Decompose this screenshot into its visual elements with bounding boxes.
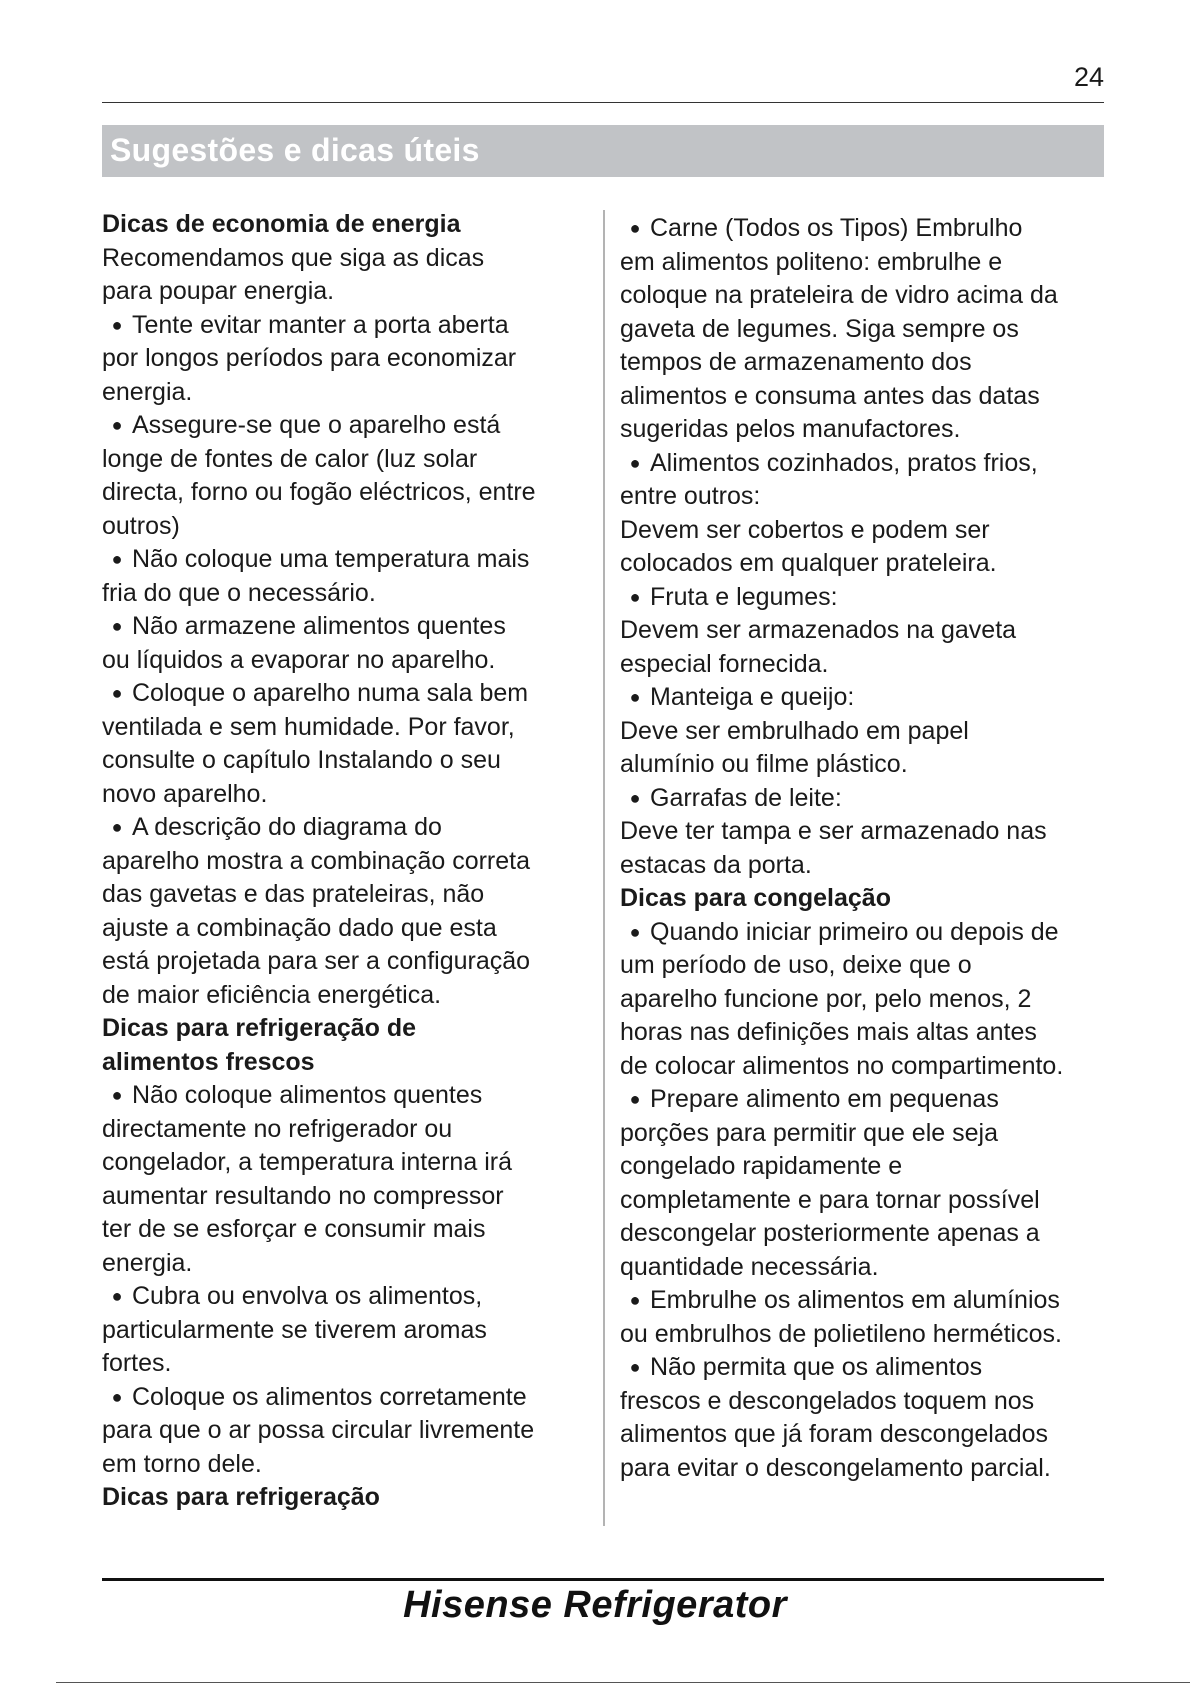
bullet-item: ● Fruta e legumes: [620, 581, 1110, 615]
body-text: especial fornecida. [620, 649, 829, 678]
body-text: outros) [102, 511, 180, 540]
body-text: congelado rapidamente e [620, 1152, 903, 1180]
bullet-item: ● Não coloque uma temperatura mais [102, 543, 582, 577]
bullet-item: ● A descrição do diagrama do [102, 811, 582, 845]
body-text: frescos e descongelados toquem nos [620, 1386, 1035, 1415]
bottom-rule [56, 1682, 1190, 1683]
body-text: Deve ser embrulhado em papel [620, 716, 969, 745]
body-text: horas nas definições mais altas antes [620, 1018, 1037, 1046]
body-text: para evitar o descongelamento parcial. [620, 1453, 1051, 1482]
body-text: directa, forno ou fogão eléctricos, entre [102, 478, 536, 506]
body-text: de maior eficiência energética. [102, 980, 442, 1009]
bullet-item: ● Não armazene alimentos quentes [102, 610, 582, 644]
column-divider [603, 210, 605, 1526]
body-text: congelador, a temperatura interna irá [102, 1148, 512, 1176]
body-text: Devem ser armazenados na gaveta [620, 616, 1017, 644]
body-text: colocados em qualquer prateleira. [620, 549, 997, 577]
body-text: alumínio ou filme plástico. [620, 750, 908, 778]
bullet-item: ● Não permita que os alimentos [620, 1351, 1110, 1385]
right-column [620, 212, 1110, 1485]
body-text: em alimentos politeno: embrulhe e [620, 247, 1003, 276]
body-text: estacas da porta. [620, 850, 812, 879]
body-text: completamente e para tornar possível [620, 1185, 1040, 1214]
bullet-item: ● Coloque os alimentos corretamente [102, 1381, 582, 1415]
section-heading: Dicas para congelação [620, 884, 891, 912]
bullet-item: ● Prepare alimento em pequenas [620, 1083, 1110, 1117]
body-text: ou líquidos a evaporar no aparelho. [102, 645, 496, 674]
footer-rule [102, 1578, 1104, 1581]
body-text: está projetada para ser a configuração [102, 947, 531, 975]
body-text: fria do que o necessário. [102, 578, 376, 607]
page-number: 24 [1073, 62, 1104, 92]
section-heading: alimentos frescos [102, 1047, 315, 1076]
header-rule [102, 102, 1104, 103]
body-text: Deve ter tampa e ser armazenado nas [620, 817, 1047, 845]
section-header-bar [102, 125, 1104, 177]
section-heading: Dicas de economia de energia [102, 210, 461, 238]
body-text: entre outros: [620, 482, 761, 510]
body-text: alimentos que já foram descongelados [620, 1420, 1049, 1448]
body-text: particularmente se tiverem aromas [102, 1315, 487, 1344]
body-text: um período de uso, deixe que o [620, 951, 972, 979]
body-text: Devem ser cobertos e podem ser [620, 515, 990, 544]
footer-brand: Hisense Refrigerator [403, 1584, 787, 1626]
body-text: directamente no refrigerador ou [102, 1114, 453, 1143]
body-text: aparelho mostra a combinação correta [102, 846, 531, 875]
bullet-item: ● Embrulhe os alimentos em alumínios [620, 1284, 1110, 1318]
body-text: novo aparelho. [102, 779, 268, 808]
body-text: Recomendamos que siga as dicas [102, 243, 485, 272]
body-text: alimentos e consuma antes das datas [620, 381, 1040, 410]
body-text: fortes. [102, 1349, 172, 1377]
body-text: ventilada e sem humidade. Por favor, [102, 712, 515, 741]
body-text: aparelho funcione por, pelo menos, 2 [620, 984, 1032, 1013]
bullet-item: ● Cubra ou envolva os alimentos, [102, 1280, 582, 1314]
bullet-item: ● Alimentos cozinhados, pratos frios, [620, 447, 1110, 481]
left-column [102, 208, 582, 1515]
body-text: longe de fontes de calor (luz solar [102, 444, 478, 473]
body-text: por longos períodos para economizar [102, 344, 517, 372]
body-text: ajuste a combinação dado que esta [102, 913, 497, 942]
body-text: de colocar alimentos no compartimento. [620, 1051, 1064, 1080]
bullet-item: ● Tente evitar manter a porta aberta [102, 309, 582, 343]
section-heading: Dicas para refrigeração de [102, 1014, 417, 1042]
bullet-item: ● Carne (Todos os Tipos) Embrulho [620, 212, 1110, 246]
bullet-item: ● Quando iniciar primeiro ou depois de [620, 916, 1110, 950]
body-text: das gavetas e das prateleiras, não [102, 880, 485, 908]
section-title: Sugestões e dicas úteis [110, 132, 480, 168]
bullet-item: ● Manteiga e queijo: [620, 681, 1110, 715]
body-text: energia. [102, 1248, 193, 1277]
body-text: porções para permitir que ele seja [620, 1118, 998, 1147]
body-text: para poupar energia. [102, 277, 335, 305]
body-text: tempos de armazenamento dos [620, 348, 972, 376]
body-text: aumentar resultando no compressor [102, 1181, 504, 1210]
body-text: em torno dele. [102, 1449, 262, 1478]
body-text: coloque na prateleira de vidro acima da [620, 281, 1058, 309]
body-text: sugeridas pelos manufactores. [620, 415, 961, 443]
body-text: descongelar posteriormente apenas a [620, 1219, 1040, 1247]
bullet-item: ● Coloque o aparelho numa sala bem [102, 677, 582, 711]
bullet-item: ● Garrafas de leite: [620, 782, 1110, 816]
body-text: para que o ar possa circular livremente [102, 1416, 535, 1444]
body-text: consulte o capítulo Instalando o seu [102, 746, 501, 774]
section-heading: Dicas para refrigeração [102, 1483, 380, 1511]
body-text: energia. [102, 377, 193, 406]
body-text: ou embrulhos de polietileno herméticos. [620, 1319, 1062, 1348]
body-text: quantidade necessária. [620, 1252, 879, 1281]
bullet-item: ● Assegure-se que o aparelho está [102, 409, 582, 443]
body-text: ter de se esforçar e consumir mais [102, 1215, 486, 1243]
body-text: gaveta de legumes. Siga sempre os [620, 314, 1019, 343]
bullet-item: ● Não coloque alimentos quentes [102, 1079, 582, 1113]
